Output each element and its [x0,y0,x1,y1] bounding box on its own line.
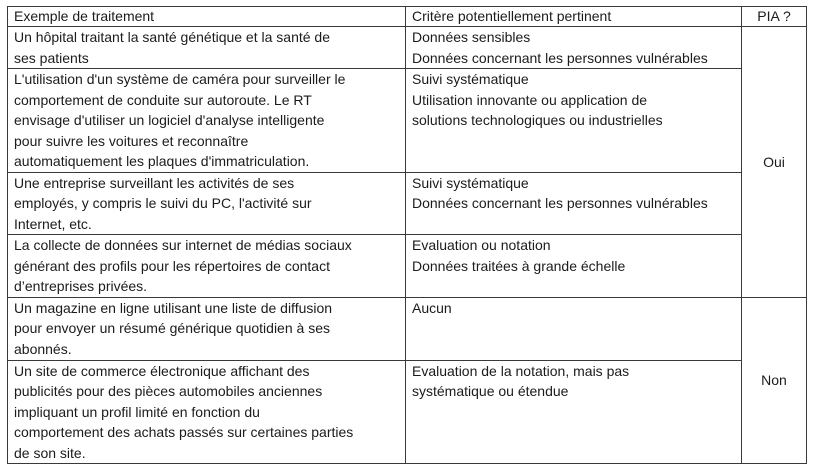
table-row [8,27,807,69]
criteria-line: Evaluation ou notation [412,237,551,253]
example-line: pour suivre les voitures et reconnaître [14,132,249,149]
example-line: Un site de commerce électronique affichant des [14,362,310,379]
table-row [8,360,807,464]
criteria-line: systématique ou étendue [412,383,569,399]
criteria-line: Suivi systématique [412,174,529,191]
criteria-cell [406,360,742,464]
example-line: ses patients [14,49,89,66]
example-cell [8,172,406,235]
table-header-row [8,7,807,27]
example-line: envisage d'utiliser un logiciel d'analyse intelligente [14,112,325,128]
example-line: de son site. [14,444,86,461]
header-pia: PIA ? [742,7,807,27]
example-cell [8,360,406,464]
table-row [8,297,807,360]
table-row [8,69,807,173]
criteria-line: Données concernant les personnes vulnérables [412,49,708,66]
example-line: comportement des achats passés sur certaines parties [14,424,354,440]
criteria-line: Suivi systématique [412,71,529,87]
example-cell [8,69,406,173]
pia-cell-oui: Oui [742,27,807,298]
criteria-cell [406,235,742,298]
example-line: générant des profils pour les répertoires de contact [14,257,330,274]
example-line: comportement de conduite sur autoroute. Le RT [14,91,312,108]
header-example: Exemple de traitement [8,7,406,27]
criteria-cell [406,297,742,360]
example-line: La collecte de données sur internet de médias sociaux [14,237,352,253]
example-line: d’entreprises privées. [14,278,148,294]
criteria-line: Données sensibles [412,29,531,45]
criteria-line: Données traitées à grande échelle [412,257,626,274]
criteria-line: Evaluation de la notation, mais pas [412,362,630,379]
example-line: Un hôpital traitant la santé génétique et la santé de [14,29,330,45]
criteria-line: Aucun [412,299,452,316]
example-line: Un magazine en ligne utilisant une liste de diffusion [14,299,333,316]
example-line: pour envoyer un résumé générique quotidien à ses [14,320,330,336]
example-cell [8,235,406,298]
criteria-line: Données concernant les personnes vulnérables [412,195,708,211]
example-line: publicités pour des pièces automobiles anciennes [14,383,323,399]
example-line: impliquant un profil limité en fonction du [14,403,260,420]
example-line: automatiquement les plaques d'immatriculation. [14,153,310,169]
example-cell [8,27,406,69]
pia-table [7,6,807,464]
table-row [8,235,807,298]
criteria-cell [406,69,742,173]
example-line: Internet, etc. [14,215,92,232]
criteria-cell [406,172,742,235]
header-criteria: Critère potentiellement pertinent [406,7,742,27]
example-cell [8,297,406,360]
criteria-line: solutions technologiques ou industrielles [412,112,663,128]
criteria-cell [406,27,742,69]
example-line: abonnés. [14,340,72,357]
criteria-line: Utilisation innovante ou application de [412,91,648,108]
example-line: employés, y compris le suivi du PC, l'activité sur [14,195,312,211]
example-line: Une entreprise surveillant les activités de ses [14,174,295,191]
example-line: L'utilisation d'un système de caméra pour surveiller le [14,71,346,87]
pia-cell-non: Non [742,297,807,464]
table-row [8,172,807,235]
